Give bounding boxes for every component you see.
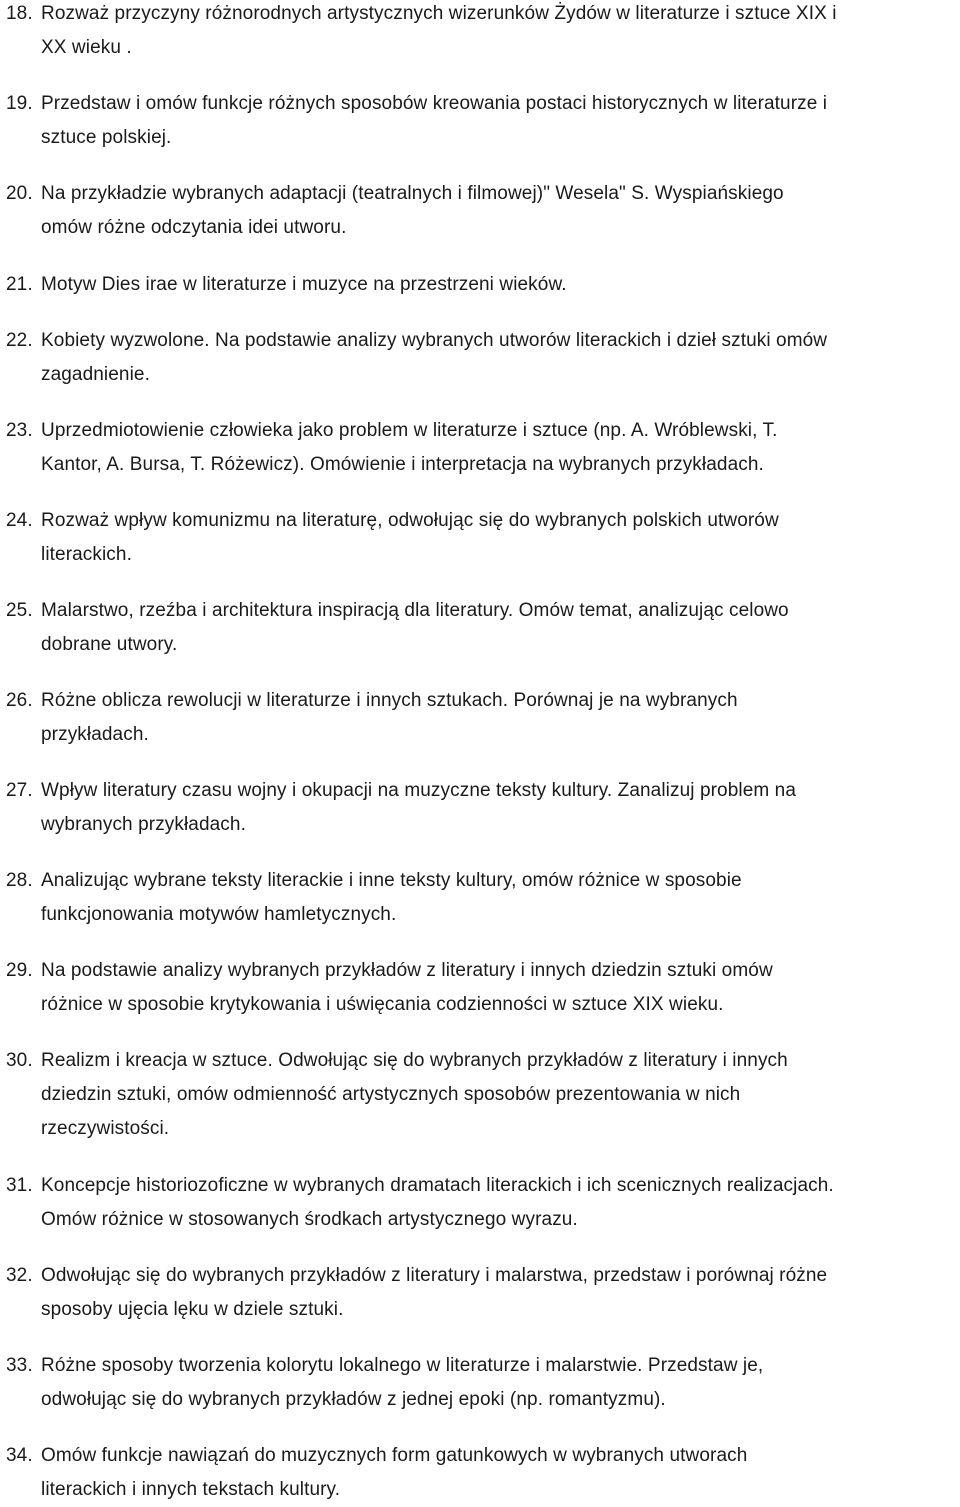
topic-text — [41, 684, 957, 752]
topic-text — [41, 594, 957, 662]
topic-text — [41, 1169, 957, 1237]
topic-number: 32. — [6, 1265, 33, 1286]
topic-line: sztuce polskiej. — [41, 127, 172, 148]
topic-line: rzeczywistości. — [41, 1118, 170, 1139]
topic-line: wybranych przykładach. — [41, 814, 246, 835]
topic-line: Omów różnice w stosowanych środkach artystycznego wyrazu. — [41, 1209, 578, 1230]
topic-text — [41, 504, 957, 572]
topic-line: Koncepcje historiozoficzne w wybranych dramatach literackich i ich scenicznych realizacjach. — [41, 1175, 834, 1196]
topic-line: Różne sposoby tworzenia kolorytu lokalnego w literaturze i malarstwie. Przedstaw je, — [41, 1355, 764, 1376]
topic-line: Kobiety wyzwolone. Na podstawie analizy wybranych utworów literackich i dzieł sztuki omów — [41, 330, 828, 351]
topic-line: Na podstawie analizy wybranych przykładów z literatury i innych dziedzin sztuki omów — [41, 960, 773, 981]
topic-number: 34. — [6, 1445, 33, 1466]
topic-text — [41, 0, 957, 65]
topic-line: Wpływ literatury czasu wojny i okupacji na muzyczne teksty kultury. Zanalizuj problem na — [41, 780, 797, 801]
topic-line: XX wieku . — [41, 37, 132, 58]
topic-line: Odwołując się do wybranych przykładów z literatury i malarstwa, przedstaw i porównaj różne — [41, 1265, 828, 1286]
topic-text — [41, 774, 957, 842]
topic-line: Kantor, A. Bursa, T. Różewicz). Omówienie i interpretacja na wybranych przykładach. — [41, 454, 764, 475]
topic-text — [41, 864, 957, 932]
topic-number: 24. — [6, 510, 33, 531]
topic-number: 26. — [6, 690, 33, 711]
topic-number: 20. — [6, 183, 33, 204]
topic-line: dziedzin sztuki, omów odmienność artystycznych sposobów prezentowania w nich — [41, 1084, 741, 1105]
topic-text — [41, 1259, 957, 1327]
topic-line: Malarstwo, rzeźba i architektura inspiracją dla literatury. Omów temat, analizując celowo — [41, 600, 789, 621]
topic-text — [41, 954, 957, 1022]
topic-number: 22. — [6, 330, 33, 351]
topic-number: 21. — [6, 274, 33, 295]
topic-line: dobrane utwory. — [41, 634, 178, 655]
topic-line: literackich. — [41, 544, 132, 565]
topic-line: Motyw Dies irae w literaturze i muzyce na przestrzeni wieków. — [41, 274, 567, 295]
topic-number: 30. — [6, 1050, 33, 1071]
topic-text — [41, 1439, 957, 1507]
topic-text — [41, 177, 957, 245]
topic-text — [41, 1044, 957, 1146]
topic-text — [41, 268, 957, 302]
topic-line: Na przykładzie wybranych adaptacji (teatralnych i filmowej)" Wesela" S. Wyspiańskiego — [41, 183, 784, 204]
topic-line: omów różne odczytania idei utworu. — [41, 217, 347, 238]
topic-line: Uprzedmiotowienie człowieka jako problem w literaturze i sztuce (np. A. Wróblewski, T. — [41, 420, 778, 441]
topic-number: 23. — [6, 420, 33, 441]
topic-text — [41, 414, 957, 482]
topic-line: sposoby ujęcia lęku w dziele sztuki. — [41, 1299, 344, 1320]
topic-line: Przedstaw i omów funkcje różnych sposobów kreowania postaci historycznych w literaturze i — [41, 93, 828, 114]
topic-line: Analizując wybrane teksty literackie i inne teksty kultury, omów różnice w sposobie — [41, 870, 742, 891]
topic-line: przykładach. — [41, 724, 149, 745]
topic-line: Rozważ wpływ komunizmu na literaturę, odwołując się do wybranych polskich utworów — [41, 510, 779, 531]
topic-text — [41, 324, 957, 392]
topic-number: 31. — [6, 1175, 33, 1196]
topic-number: 29. — [6, 960, 33, 981]
topic-text — [41, 87, 957, 155]
topic-line: Różne oblicza rewolucji w literaturze i innych sztukach. Porównaj je na wybranych — [41, 690, 738, 711]
topic-line: funkcjonowania motywów hamletycznych. — [41, 904, 397, 925]
topic-line: różnice w sposobie krytykowania i uświęcania codzienności w sztuce XIX wieku. — [41, 994, 724, 1015]
topic-number: 33. — [6, 1355, 33, 1376]
topic-number: 27. — [6, 780, 33, 801]
topic-line: Realizm i kreacja w sztuce. Odwołując się do wybranych przykładów z literatury i innych — [41, 1050, 788, 1071]
topic-number: 25. — [6, 600, 33, 621]
topic-line: Omów funkcje nawiązań do muzycznych form gatunkowych w wybranych utworach — [41, 1445, 748, 1466]
topic-line: zagadnienie. — [41, 364, 150, 385]
topic-line: Rozważ przyczyny różnorodnych artystycznych wizerunków Żydów w literaturze i sztuce XIX i — [41, 3, 837, 24]
topic-text — [41, 1349, 957, 1417]
topic-number: 19. — [6, 93, 33, 114]
topic-number: 28. — [6, 870, 33, 891]
topic-line: odwołując się do wybranych przykładów z jednej epoki (np. romantyzmu). — [41, 1389, 666, 1410]
topic-line: literackich i innych tekstach kultury. — [41, 1479, 341, 1500]
topic-number: 18. — [6, 3, 33, 24]
